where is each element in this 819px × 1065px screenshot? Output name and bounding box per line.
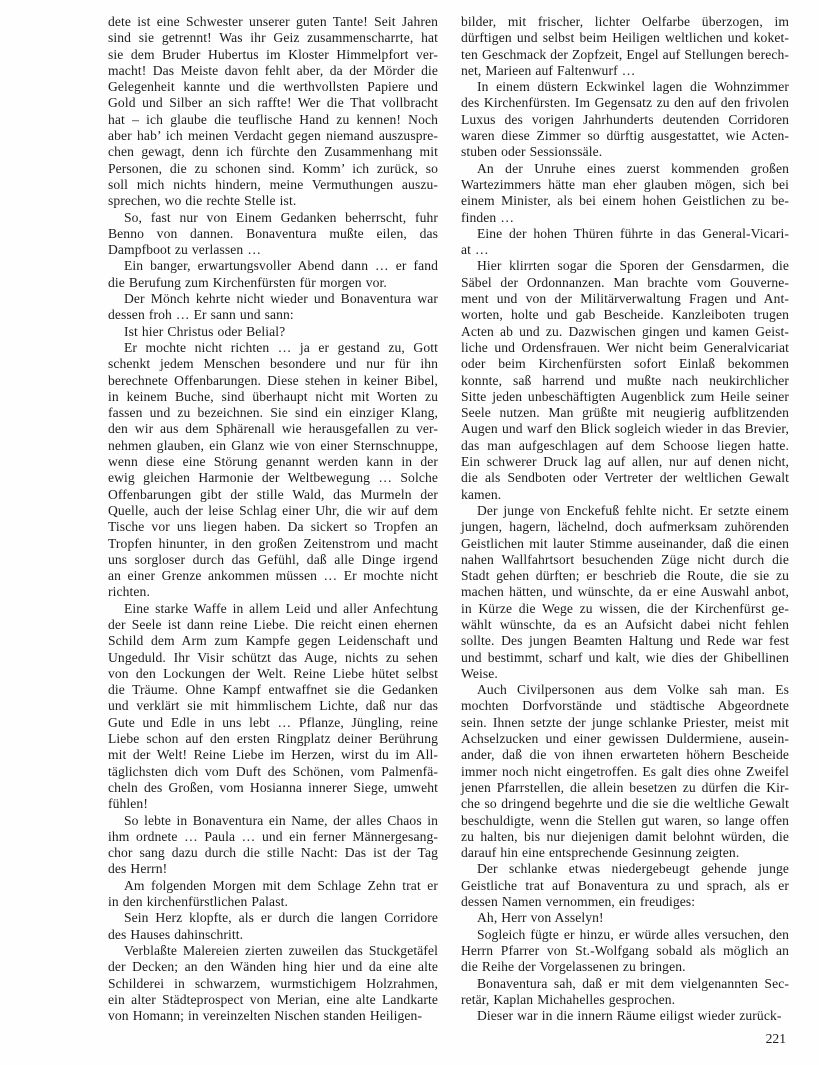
text-line: Der junge von Enckefuß fehlte nicht. Er setzte einem bbox=[477, 502, 789, 518]
text-line: des Herrn! bbox=[108, 861, 168, 877]
text-line: worten, holte und gab Bescheide. Kanzleiboten trugen bbox=[461, 307, 789, 323]
paragraph bbox=[108, 210, 438, 259]
text-line: Eine starke Waffe in allem Leid und aller Anfechtung bbox=[124, 600, 438, 616]
text-column-right bbox=[461, 14, 789, 1024]
paragraph bbox=[108, 291, 438, 324]
text-line: in keinem Buche, sind überhaupt nicht mit Worten zu bbox=[108, 388, 438, 404]
text-line: konnte, saß harrend und mußte nach neukirchlicher bbox=[461, 372, 789, 388]
text-line: Eine der hohen Thüren führte in das General-Vicari- bbox=[477, 225, 789, 241]
paragraph bbox=[461, 1008, 789, 1024]
text-line: Der Mönch kehrte nicht wieder und Bonaventura war bbox=[124, 291, 438, 307]
text-line: in Kürze die Wege zu wissen, die der Kirchenfürst ge- bbox=[461, 600, 789, 616]
text-line: cheln des Großen, vom Hosianna innerer Siege, umweht bbox=[108, 779, 438, 795]
paragraph bbox=[108, 14, 438, 210]
paragraph bbox=[108, 340, 438, 601]
text-line: In einem düstern Eckwinkel lagen die Wohnzimmer bbox=[477, 79, 789, 95]
paragraph bbox=[461, 161, 789, 226]
paragraph bbox=[108, 258, 438, 291]
text-line: an einer Grenze ankommen müssen … Er mochte nicht bbox=[108, 568, 438, 584]
paragraph bbox=[461, 14, 789, 79]
text-line: Gelegenheit kannte und die werthvollsten Papiere und bbox=[108, 79, 438, 95]
text-line: Luxus des vorigen Jahrhunderts deutenden Corridoren bbox=[461, 111, 789, 127]
text-line: Dieser war in die innern Räume eiligst wieder zurück- bbox=[477, 1008, 782, 1024]
text-line: sprechen, wo die rechte Stelle ist. bbox=[108, 193, 297, 209]
text-line: beschuldigte, wenn die Stellen gut waren, so lange offen bbox=[461, 812, 789, 828]
text-line: mit der Welt! Reine Liebe im Herzen, wirst du im All- bbox=[108, 747, 438, 763]
text-line: Achselzucken und einer gewissen Duldermiene, ausein- bbox=[461, 731, 789, 747]
text-line: sind sie getrennt! Was ihr Geiz zusammenscharrte, hat bbox=[108, 30, 438, 46]
text-line: chor sang dazu durch die stille Nacht: Das ist der Tag bbox=[108, 845, 438, 861]
text-line: stuben oder Sessionssäle. bbox=[461, 144, 603, 160]
text-line: liche und Ordensfrauen. Wer nicht beim Generalvicariat bbox=[461, 339, 789, 355]
text-line: das man aufgeschlagen auf dem Schoose liegen hatte. bbox=[461, 437, 789, 453]
text-line: chen gewagt, denn ich fürchte den Zusammenhang mit bbox=[108, 144, 438, 160]
text-line: kamen. bbox=[461, 486, 502, 502]
text-line: des Kirchenfürsten. Im Gegensatz zu den auf den frivolen bbox=[461, 95, 789, 111]
text-line: at … bbox=[461, 242, 489, 258]
text-line: Der schlanke etwas niedergebeugt gehende junge bbox=[477, 861, 789, 877]
text-line: Schilderei in schwarzem, wurmstichigem Holzrahmen, bbox=[108, 975, 438, 991]
text-line: oder beim Kirchenfürsten sofort Einlaß bekommen bbox=[461, 356, 789, 372]
text-line: sein. Ihnen setzte der junge schlanke Priester, meist mit bbox=[461, 714, 789, 730]
text-line: dete ist eine Schwester unserer guten Tante! Seit Jahren bbox=[108, 14, 438, 29]
text-line: Dampfboot zu verlassen … bbox=[108, 242, 262, 258]
text-line: Geistliche trat auf Bonaventura zu und sprach, als er bbox=[461, 877, 789, 893]
text-line: Augen und warf den Blick sogleich wieder in das Brevier, bbox=[461, 421, 789, 437]
text-line: Sein Herz klopfte, als er durch die langen Corridore bbox=[124, 910, 438, 926]
text-line: machen hätten, und wünschte, da er eine Auswahl anbot, bbox=[461, 584, 789, 600]
text-line: Geistlichen mit lauter Stimme auseinander, daß die einen bbox=[461, 535, 789, 551]
text-line: Tische vor uns liegen haben. Da sickert so Tropfen an bbox=[108, 519, 438, 535]
text-line: von Homann; in vereinzelten Nischen standen Heiligen- bbox=[108, 1008, 423, 1024]
text-line: Bonaventura sah, daß er mit dem vielgenannten Sec- bbox=[477, 975, 789, 991]
text-line: sollte. Des jungen Beamten Haltung und Rede war fest bbox=[461, 633, 789, 649]
text-line: Stadt gehen dürften; er beschrieb die Route, die sie zu bbox=[461, 568, 789, 584]
text-line: immer noch nicht eingetroffen. Es galt dies ohne Zweifel bbox=[461, 763, 789, 779]
text-line: die als Sendboten oder Vertreter der weltlichen Gewalt bbox=[461, 470, 789, 486]
text-line: in den kirchenfürstlichen Palast. bbox=[108, 894, 288, 910]
paragraph bbox=[461, 258, 789, 502]
text-line: darauf hin eine entsprechende Gesinnung zeigten. bbox=[461, 845, 740, 861]
text-line: retär, Kaplan Michahelles gesprochen. bbox=[461, 991, 676, 1007]
text-line: jenen Pfarrstellen, die allein besetzen zu dürfen die Kir- bbox=[461, 779, 789, 795]
text-line: dürftigen und selbst beim Heiligen weltlichen und koket- bbox=[461, 30, 789, 46]
text-line: Acten ab und zu. Dazwischen gingen und kamen Geist- bbox=[461, 323, 789, 339]
text-line: uns sorgloser durch das Gefühl, daß alle Dinge irgend bbox=[108, 551, 438, 567]
text-line: Gute und Edle in uns lebt … Pflanze, Jüngling, reine bbox=[108, 714, 438, 730]
text-line: Weise. bbox=[461, 665, 498, 681]
paragraph bbox=[461, 976, 789, 1009]
text-line: dessen froh … Er sann und sann: bbox=[108, 307, 294, 323]
text-line: soll mich nichts hindern, meine Vermuthungen auszu- bbox=[108, 176, 438, 192]
text-line: die Reihe der Vorgelassenen zu bringen. bbox=[461, 959, 686, 975]
page-number: 221 bbox=[765, 1031, 786, 1046]
text-line: richten. bbox=[108, 584, 150, 600]
text-line: Liebe schon auf den ersten Ringplatz deiner Berührung bbox=[108, 731, 438, 747]
text-line: waren diese Zimmer so dürftig ausgestattet, wie Acten- bbox=[461, 128, 789, 144]
paragraph bbox=[461, 682, 789, 861]
text-line: Quelle, auch der leise Schlag einer Uhr, die wir auf dem bbox=[108, 502, 438, 518]
paragraph bbox=[108, 910, 438, 943]
text-line: die Berufung zum Kirchenfürsten für morgen vor. bbox=[108, 274, 387, 290]
text-line: nehmen glauben, ein Glanz wie von einer Sternschnuppe, bbox=[108, 437, 438, 453]
text-line: ihm ordnete … Paula … und ein ferner Männergesang- bbox=[108, 828, 438, 844]
text-line: nahen Wallfahrtsort besuchenden Züge nicht durch die bbox=[461, 551, 789, 567]
text-line: ment und von der Militärverwaltung Fragen und Ant- bbox=[461, 291, 789, 307]
text-line: Wartezimmers hätte man eher glauben mögen, sich bei bbox=[461, 176, 789, 192]
text-line: Tropfen hinunter, in den großen Zeitenstrom und macht bbox=[108, 535, 438, 551]
paragraph bbox=[108, 943, 438, 1024]
text-line: bilder, mit frischer, lichter Oelfarbe überzogen, im bbox=[461, 14, 789, 29]
paragraph bbox=[461, 910, 789, 926]
text-line: Ah, Herr von Asselyn! bbox=[477, 910, 604, 926]
paragraph bbox=[108, 878, 438, 911]
text-line: So, fast nur von Einem Gedanken beherrscht, fuhr bbox=[124, 209, 438, 225]
text-line: Ein schwerer Druck lag auf allen, nur auf denen nicht, bbox=[461, 454, 789, 470]
text-line: ander, daß die von ihnen erwarteten höhern Bescheide bbox=[461, 747, 789, 763]
text-line: sie dem Bruder Hubertus im Kloster Himmelpfort ver- bbox=[108, 46, 438, 62]
text-line: Auch Civilpersonen aus dem Volke sah man. Es bbox=[477, 682, 789, 698]
paragraph bbox=[461, 927, 789, 976]
text-line: Sitte jeden unbeschäftigten Augenblick zum Heile seiner bbox=[461, 388, 789, 404]
text-line: der Decken; an den Wänden hing hier und da eine alte bbox=[108, 959, 438, 975]
text-line: ewig gleichen Harmonie der Weltbewegung … Solche bbox=[108, 470, 438, 486]
text-line: dessen Namen vernommen, ein freudiges: bbox=[461, 894, 696, 910]
text-line: aber hab’ ich meinen Verdacht gegen niemand auszuspre- bbox=[108, 128, 438, 144]
text-line: hat – ich glaube die teuflische Hand zu kennen! Noch bbox=[108, 111, 438, 127]
text-line: macht! Das Meiste davon fehlt aber, da der Mörder die bbox=[108, 62, 438, 78]
text-line: den wir aus dem Sphärenall wie herausgefallen zu ver- bbox=[108, 421, 438, 437]
text-line: Säbel der Ordonnanzen. Man brachte vom Gouverne- bbox=[461, 274, 789, 290]
text-line: Herrn Pfarrer von St.-Wolfgang sobald als möglich an bbox=[461, 942, 789, 958]
text-line: finden … bbox=[461, 209, 515, 225]
text-line: Ist hier Christus oder Belial? bbox=[124, 323, 286, 339]
text-line: zu halten, bis nur diejenigen damit belohnt würden, die bbox=[461, 828, 789, 844]
paragraph bbox=[461, 503, 789, 682]
text-line: Ungeduld. Ihr Visir schützt das Auge, nichts zu sehen bbox=[108, 649, 438, 665]
text-line: einem Minister, als bei einem hohen Geistlichen zu be- bbox=[461, 193, 789, 209]
paragraph bbox=[461, 226, 789, 259]
text-line: schenkt jedem Menschen besondere und nur für ihn bbox=[108, 356, 438, 372]
text-column-left bbox=[108, 14, 438, 1024]
text-line: jungen, hagern, lächelnd, doch aufmerksam zuhörenden bbox=[461, 519, 789, 535]
paragraph bbox=[108, 324, 438, 340]
paragraph bbox=[108, 601, 438, 813]
text-line: fühlen! bbox=[108, 796, 148, 812]
text-line: Ein banger, erwartungsvoller Abend dann … er fand bbox=[124, 258, 438, 274]
text-line: die Träume. Ohne Kampf entwaffnet sie die Gedanken bbox=[108, 682, 438, 698]
text-line: Er mochte nicht richten … ja er gestand zu, Gott bbox=[124, 339, 438, 355]
text-line: Personen, die zu schonen sind. Komm’ ich zurück, so bbox=[108, 160, 438, 176]
text-line: net, Marieen auf Faltenwurf … bbox=[461, 62, 636, 78]
text-line: täglichsten dich vom Duft des Schönen, vom Palmenfä- bbox=[108, 763, 438, 779]
text-line: Gold und Silber an sich raffte! Wer die That vollbracht bbox=[108, 95, 438, 111]
text-line: wenn diese eine Störung genannt werden kann in der bbox=[108, 454, 438, 470]
paragraph bbox=[108, 813, 438, 878]
text-line: Am folgenden Morgen mit dem Schlage Zehn trat er bbox=[124, 877, 438, 893]
text-line: und verklärt sie mit himmlischem Lichte, daß nur das bbox=[108, 698, 438, 714]
text-line: Sogleich fügte er hinzu, er würde alles versuchen, den bbox=[477, 926, 789, 942]
paragraph bbox=[461, 79, 789, 160]
paragraph bbox=[461, 861, 789, 910]
text-line: mochten Dorfvorstände und städtische Abgeordnete bbox=[461, 698, 789, 714]
text-line: Benno von dannen. Bonaventura mußte eilen, das bbox=[108, 225, 438, 241]
text-line: Schild dem Arm zum Kampfe gegen Leidenschaft und bbox=[108, 633, 438, 649]
text-line: und bestimmt, scharf und kalt, wie dies der Ghibellinen bbox=[461, 649, 789, 665]
text-line: Verblaßte Malereien zierten zuweilen das Stuckgetäfel bbox=[124, 942, 438, 958]
text-line: berechnete Offenbarungen. Diese stehen in keiner Bibel, bbox=[108, 372, 438, 388]
text-line: von den Lockungen der Welt. Reine Liebe hütet selbst bbox=[108, 665, 438, 681]
text-line: Hier klirrten sogar die Sporen der Gensdarmen, die bbox=[477, 258, 789, 274]
text-line: Offenbarungen gibt der stille Wald, das Murmeln der bbox=[108, 486, 438, 502]
text-line: che so dringend begehrte und die sie die weltliche Gewalt bbox=[461, 796, 789, 812]
text-line: So lebte in Bonaventura ein Name, der alles Chaos in bbox=[124, 812, 438, 828]
text-line: fassen und zu bezeichnen. Sie sind ein einziger Klang, bbox=[108, 405, 438, 421]
text-line: Seele nutzen. Man grüßte mit neugierig aufblitzenden bbox=[461, 405, 789, 421]
text-line: der Seele ist dann reine Liebe. Die reicht einen ehernen bbox=[108, 616, 438, 632]
text-line: wählt wünschte, da es an Aufsicht dabei nicht fehlen bbox=[461, 616, 789, 632]
text-line: ein alter Städteprospect von Merian, eine alte Landkarte bbox=[108, 991, 438, 1007]
text-line: ten Geschmack der Zopfzeit, Engel auf Stellungen berech- bbox=[461, 46, 789, 62]
text-line: des Hauses dahinschritt. bbox=[108, 926, 244, 942]
text-line: An der Unruhe eines zuerst kommenden großen bbox=[477, 160, 789, 176]
